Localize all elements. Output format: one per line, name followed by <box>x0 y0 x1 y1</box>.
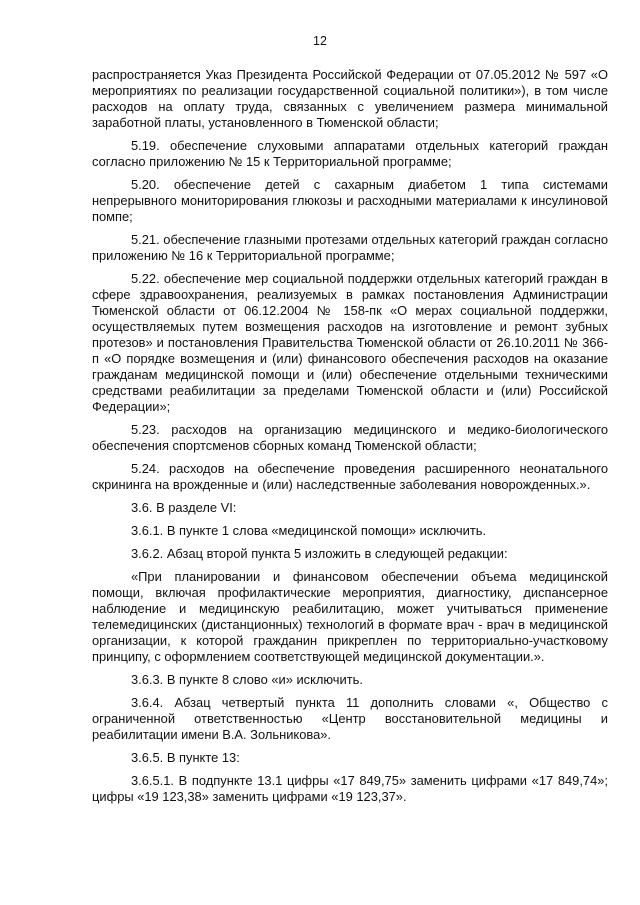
paragraph: 3.6.5.1. В подпункте 13.1 цифры «17 849,75» заменить цифрами «17 849,74»; цифры «19 123,38» заменить цифрами «19 123,37». <box>92 773 608 804</box>
page-number: 12 <box>313 34 327 48</box>
paragraph: 5.23. расходов на организацию медицинского и медико-биологического обеспечения спортсменов сборных команд Тюменской области; <box>92 422 608 453</box>
paragraph: 3.6.5. В пункте 13: <box>131 750 240 765</box>
paragraph: 5.22. обеспечение мер социальной поддержки отдельных категорий граждан в сфере здравоохранения, реализуемых в рамках постановления Администрации Тюменской области от 06.12.2004 № 158-пк «О мерах социальной поддержки, осуществляемых путем возмещения расходов на изготовление и ремонт зубных протезов» и постановления Правительства Тюменской области от 26.10.2011 № 366-п «О порядке возмещения и (или) финансового обеспечения расходов на оказание гражданам медицинской помощи и (или) обеспечение отдельными техническими средствами реабилитации за пределами Тюменской области и (или) Российской Федерации»; <box>92 271 608 414</box>
paragraph: 3.6.1. В пункте 1 слова «медицинской помощи» исключить. <box>131 523 487 538</box>
paragraph: 5.24. расходов на обеспечение проведения расширенного неонатального скрининга на врожденные и (или) наследственные заболевания новорожденных.». <box>92 461 608 492</box>
paragraph: 3.6.3. В пункте 8 слово «и» исключить. <box>131 672 363 687</box>
paragraph: «При планировании и финансовом обеспечении объема медицинской помощи, включая профилактические мероприятия, диагностику, диспансерное наблюдение и медицинскую реабилитацию, может учитываться применение телемедицинских (дистанционных) технологий в формате врач - врач в медицинской организации, к которой гражданин прикреплен по территориально-участковому принципу, с оформлением соответствующей медицинской документации.». <box>92 569 608 664</box>
paragraph: 5.20. обеспечение детей с сахарным диабетом 1 типа системами непрерывного мониторирования глюкозы и расходными материалами к инсулиновой помпе; <box>92 177 608 224</box>
paragraph: 3.6.4. Абзац четвертый пункта 11 дополнить словами «, Общество с ограниченной ответственностью «Центр восстановительной медицины и реабилитации имени В.А. Зольникова». <box>92 695 608 742</box>
paragraph: 5.21. обеспечение глазными протезами отдельных категорий граждан согласно приложению № 16 к Территориальной программе; <box>92 232 608 263</box>
paragraph: 3.6. В разделе VI: <box>131 500 237 515</box>
document-body <box>92 67 608 812</box>
paragraph: 3.6.2. Абзац второй пункта 5 изложить в следующей редакции: <box>131 546 508 561</box>
paragraph: 5.19. обеспечение слуховыми аппаратами отдельных категорий граждан согласно приложению № 15 к Территориальной программе; <box>92 138 608 169</box>
paragraph: распространяется Указ Президента Российской Федерации от 07.05.2012 № 597 «О мероприятиях по реализации государственной социальной политики»), в том числе расходов на оплату труда, связанных с увеличением размера минимальной заработной платы, установленного в Тюменской области; <box>92 67 608 130</box>
